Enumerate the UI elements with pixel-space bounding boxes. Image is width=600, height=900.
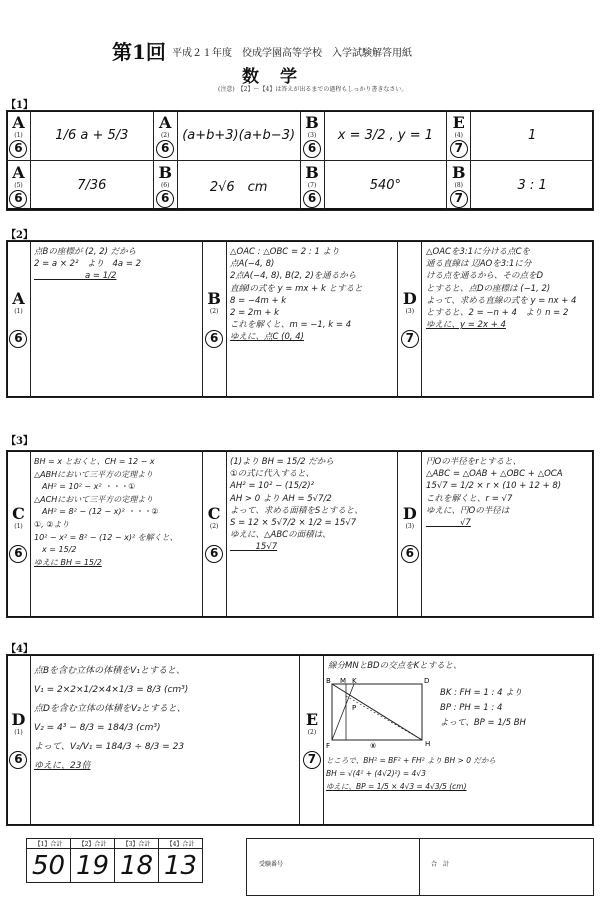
q2-3-grade: D (3) 7 xyxy=(398,241,422,398)
q1-6-grade: B (6) 6 xyxy=(153,161,177,211)
exam-number-box xyxy=(246,838,594,896)
q2-2-grade: B (2) 6 xyxy=(202,241,226,398)
fig-label-m: M xyxy=(340,677,347,685)
totals-table xyxy=(26,838,203,883)
q2-3-lines: △OACを3:1に分ける点Cを 通る直線は 辺AOを3:1に分 ける点を通るから、その点をD とすると、点Dの座標は (−1, 2) よって、求める直線の式を y = nx + 4 とすると、2 = −n + 4 より n = 2 ゆえに、y = 2x + 4 xyxy=(426,247,577,331)
q1-8-answer: 3 : 1 xyxy=(471,161,594,211)
section-2-label: 【2】 xyxy=(6,230,33,241)
q3-2-lines: (1)より BH = 15/2 だから ①の式に代入すると、 AH² = 10² − (15/2)² AH > 0 より AH = 5√7/2 よって、求める面積をSとすると、 S = 12 × 5√7/2 × 1/2 = 15√7 ゆえに、△ABCの面積は、 15√7 xyxy=(230,457,363,553)
q3-3-grade: D (3) 6 xyxy=(398,451,422,618)
q4-2-line-0: 線分MNとBDの交点をKとすると、 xyxy=(328,661,462,671)
q4-2-lines-right: BK : FH = 1 : 4 より BP : PH = 1 : 4 よって、BP = 1/5 BH xyxy=(440,688,526,728)
q1-8-grade: B (8) 7 xyxy=(447,161,471,211)
q1-5-answer: 7/36 xyxy=(30,161,153,211)
fig-label-side: ⑧ xyxy=(370,742,377,750)
total-2-value: 19 xyxy=(71,849,115,883)
q1-3-grade: B (3) 6 xyxy=(300,111,324,161)
section-3-label: 【3】 xyxy=(6,436,33,447)
total-3-value: 18 xyxy=(115,849,159,883)
q1-2-grade: A (2) 6 xyxy=(153,111,177,161)
section-1-grid xyxy=(6,110,594,211)
q4-2-grade: E (2) 7 xyxy=(300,655,324,826)
cube-cross-section-figure xyxy=(326,676,438,752)
q1-5-grade: A (5) 6 xyxy=(7,161,31,211)
instructions-note: (注意) 【2】～【4】は答えが出るまでの過程もしっかり書きなさい。 xyxy=(218,86,408,93)
total-4-header: 【4】合計 xyxy=(159,839,203,849)
q4-1-grade: D (1) 6 xyxy=(7,655,31,826)
total-3-header: 【3】合計 xyxy=(115,839,159,849)
q1-1-grade: A (1) 6 xyxy=(7,111,31,161)
q2-1-lines: 点Bの座標が (2, 2) だから 2 = a × 2² より 4a = 2 a = 1/2 xyxy=(34,247,142,282)
exam-number-label: 受験番号 xyxy=(259,861,284,868)
q2-2-lines: △OAC : △OBC = 2 : 1 より 点A(−4, 8) 2点A(−4, 8), B(2, 2)を通るから 直線lの式を y = mx + k とすると 8 = −4m + k 2 = 2m + k これを解くと、m = −1, k = 4 ゆえに、点C (0, 4) xyxy=(230,247,363,343)
total-4-value: 13 xyxy=(159,849,203,883)
q1-4-answer: 1 xyxy=(471,111,594,161)
section-1-label: 【1】 xyxy=(6,100,33,111)
q3-3-lines: 円Oの半径をrとすると、 △ABC = △OAB + △OBC + △OCA 15√7 = 1/2 × r × (10 + 12 + 8) これを解くと、r = √7 ゆえに、円Oの半径は √7 xyxy=(426,457,563,529)
fig-label-k: K xyxy=(352,677,357,685)
box-divider xyxy=(419,839,420,895)
fig-label-p: P xyxy=(352,704,357,712)
q1-7-answer: 540° xyxy=(324,161,447,211)
total-2-header: 【2】合計 xyxy=(71,839,115,849)
q1-3-answer: x = 3/2 , y = 1 xyxy=(324,111,447,161)
round-title: 第1回 xyxy=(112,40,166,64)
q3-1-lines: BH = x とおくと、CH = 12 − x △ABHにおいて三平方の定理より AH² = 10² − x² ・・・① △ACHにおいて三平方の定理より AH² = 8² − (12 − x)² ・・・② ①, ②より 10² − x² = 8² − (12 − x)² を解くと、 x = 15/2 ゆえに BH = 15/2 xyxy=(34,457,178,567)
q4-1-lines: 点Bを含む立体の体積をV₁とすると、 V₁ = 2×2×1/2×4×1/3 = 8/3 (cm³) 点Dを含む立体の体積をV₂とすると、 V₂ = 4³ − 8/3 = 184/3 (cm³) よって、V₂/V₁ = 184/3 ÷ 8/3 = 23 ゆえに、23倍 xyxy=(34,666,189,771)
subject-title: 数 学 xyxy=(242,67,299,87)
total-1-header: 【1】合計 xyxy=(27,839,71,849)
q1-4-grade: E (4) 7 xyxy=(447,111,471,161)
q3-1-grade: C (1) 6 xyxy=(7,451,31,618)
q1-6-answer: 2√6 cm xyxy=(177,161,300,211)
fig-label-h: H xyxy=(425,740,431,748)
q4-2-lines-bottom: ところで、BH² = BF² + FH² より BH > 0 だから BH = √(4² + (4√2)²) = 4√3 ゆえに、BP = 1/5 × 4√3 = 4√3/5 (cm) xyxy=(326,756,496,791)
q1-2-answer: (a+b+3)(a+b−3) xyxy=(177,111,300,161)
q2-1-grade: A (1) 6 xyxy=(7,241,31,398)
fig-label-f: F xyxy=(326,742,331,750)
q1-1-answer: 1/6 a + 5/3 xyxy=(30,111,153,161)
q3-2-grade: C (2) 6 xyxy=(202,451,226,618)
total-1-value: 50 xyxy=(27,849,71,883)
q1-7-grade: B (7) 6 xyxy=(300,161,324,211)
grand-total-label: 合 計 xyxy=(431,861,450,868)
fig-label-b: B xyxy=(326,677,331,685)
exam-subtitle: 平成２１年度 佼成学園高等学校 入学試験解答用紙 xyxy=(172,48,412,59)
fig-label-d: D xyxy=(424,677,430,685)
section-4-label: 【4】 xyxy=(6,644,33,655)
